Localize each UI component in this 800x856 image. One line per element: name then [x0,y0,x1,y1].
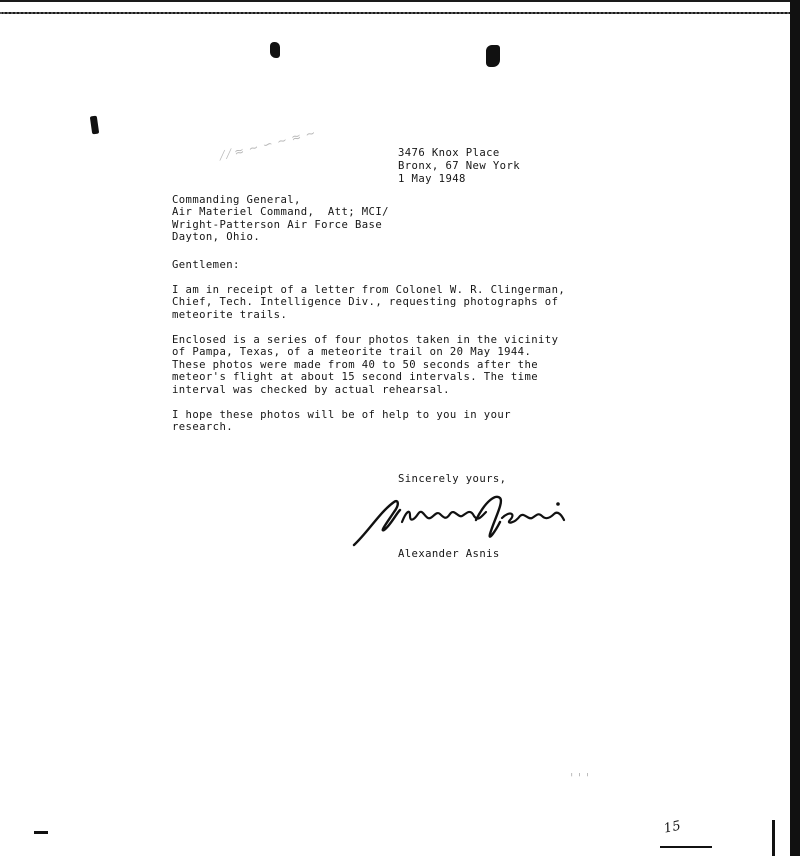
right-crop-line [772,820,775,856]
paragraph-line: research. [172,421,234,434]
bottom-scan-line [660,846,712,848]
signature [350,490,570,550]
paragraph-line: These photos were made from 40 to 50 seconds after the [172,358,539,371]
paragraph-line: meteor's flight at about 15 second intervals. The time [172,371,539,384]
faint-annotation: ⁄ ⁄ ≈ ∼ ∽ ∼ ≈ ∼ [219,125,318,163]
signature-name: Alexander Asnis [398,548,500,560]
scan-top-edge [0,0,800,14]
recipient-line: Dayton, Ohio. [172,231,261,244]
paragraph-2 [172,334,558,396]
margin-dash [34,831,48,834]
paragraph-line: interval was checked by actual rehearsal. [172,383,450,396]
letter-date: 1 May 1948 [398,173,466,185]
paragraph-line: Enclosed is a series of four photos taken in the vicinity [172,334,559,346]
paragraph-line: meteorite trails. [172,308,288,321]
address-line-2: Bronx, 67 New York [398,160,521,172]
recipient-line: Wright-Patterson Air Force Base [172,218,383,231]
paragraph-3 [172,409,511,434]
paragraph-line: Chief, Tech. Intelligence Div., requesting photographs of [172,296,559,309]
paragraph-1 [172,284,565,321]
salutation: Gentlemen: [172,259,240,271]
address-line-1: 3476 Knox Place [398,147,500,159]
punch-blot-left [270,42,280,58]
closing: Sincerely yours, [398,473,507,485]
punch-blot-right [486,45,500,67]
paragraph-line: of Pampa, Texas, of a meteorite trail on 20 May 1944. [172,346,532,359]
recipient-line: Commanding General, [172,194,301,206]
recipient-line: Air Materiel Command, Att; MCI/ [172,206,389,219]
scan-right-edge [790,0,800,856]
paragraph-line: I hope these photos will be of help to you in your [172,409,511,421]
paragraph-line: I am in receipt of a letter from Colonel W. R. Clingerman, [172,284,566,296]
recipient-block [172,194,389,244]
page-mark: 15 [662,818,683,837]
faint-scribble: ' ' ' [570,771,590,785]
margin-blot [90,116,99,135]
